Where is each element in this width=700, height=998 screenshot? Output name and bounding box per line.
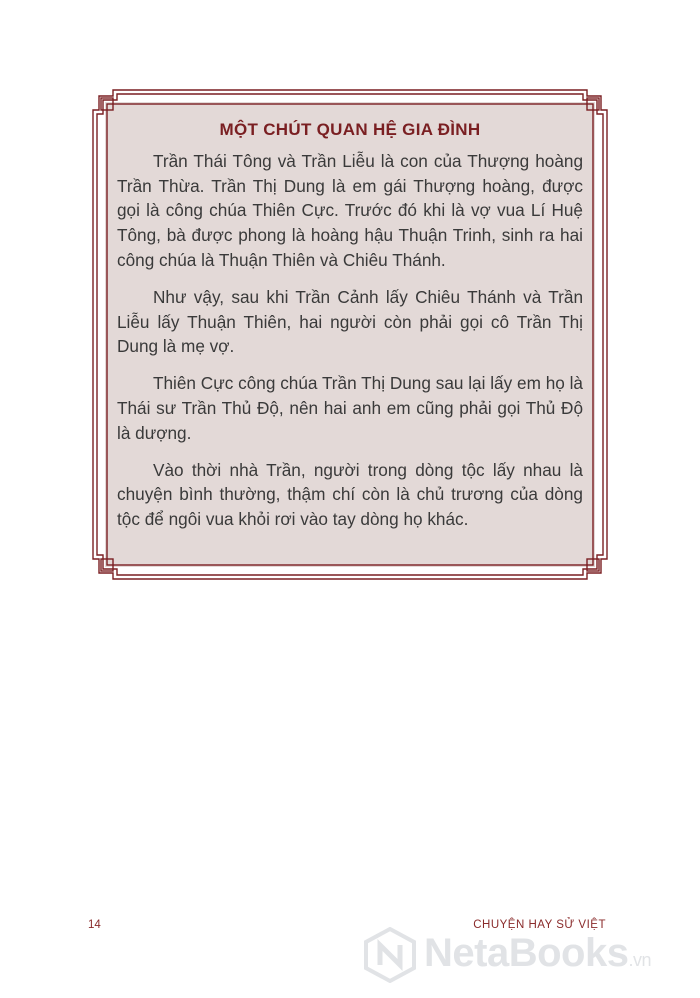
watermark: [360, 925, 690, 987]
watermark-suffix: .vn: [628, 950, 651, 970]
box-title: MỘT CHÚT QUAN HỆ GIA ĐÌNH: [219, 120, 481, 139]
page-number: 14: [88, 919, 101, 931]
box-content: [117, 118, 583, 544]
paragraph: Thiên Cực công chúa Trần Thị Dung sau lại lấy em họ là Thái sư Trần Thủ Độ, nên hai anh em cũng phải gọi Thủ Độ là dượng.: [117, 373, 583, 443]
watermark-text: [424, 931, 651, 976]
netabooks-logo-icon: [362, 927, 418, 983]
paragraph: Vào thời nhà Trần, người trong dòng tộc lấy nhau là chuyện bình thường, thậm chí còn là chủ trương của dòng tộc để ngôi vua khỏi rơi vào tay dòng họ khác.: [117, 459, 583, 530]
paragraph: Trần Thái Tông và Trần Liễu là con của Thượng hoàng Trần Thừa. Trần Thị Dung là em gái Thượng hoàng, được gọi là công chúa Thiên Cực. Trước đó khi là vợ vua Lí Huệ Tông, bà được phong là hoàng hậu Thuận Trinh, sinh ra hai công chúa là Thuận Thiên và Chiêu Thánh.: [117, 150, 583, 270]
running-footer-title: CHUYỆN HAY SỬ VIỆT: [473, 919, 606, 931]
paragraph: Như vậy, sau khi Trần Cảnh lấy Chiêu Thánh và Trần Liễu lấy Thuận Thiên, hai người còn phải gọi cô Trần Thị Dung là mẹ vợ.: [117, 286, 583, 357]
sidebar-box: [91, 88, 609, 581]
watermark-brand: NetaBooks: [424, 931, 629, 975]
